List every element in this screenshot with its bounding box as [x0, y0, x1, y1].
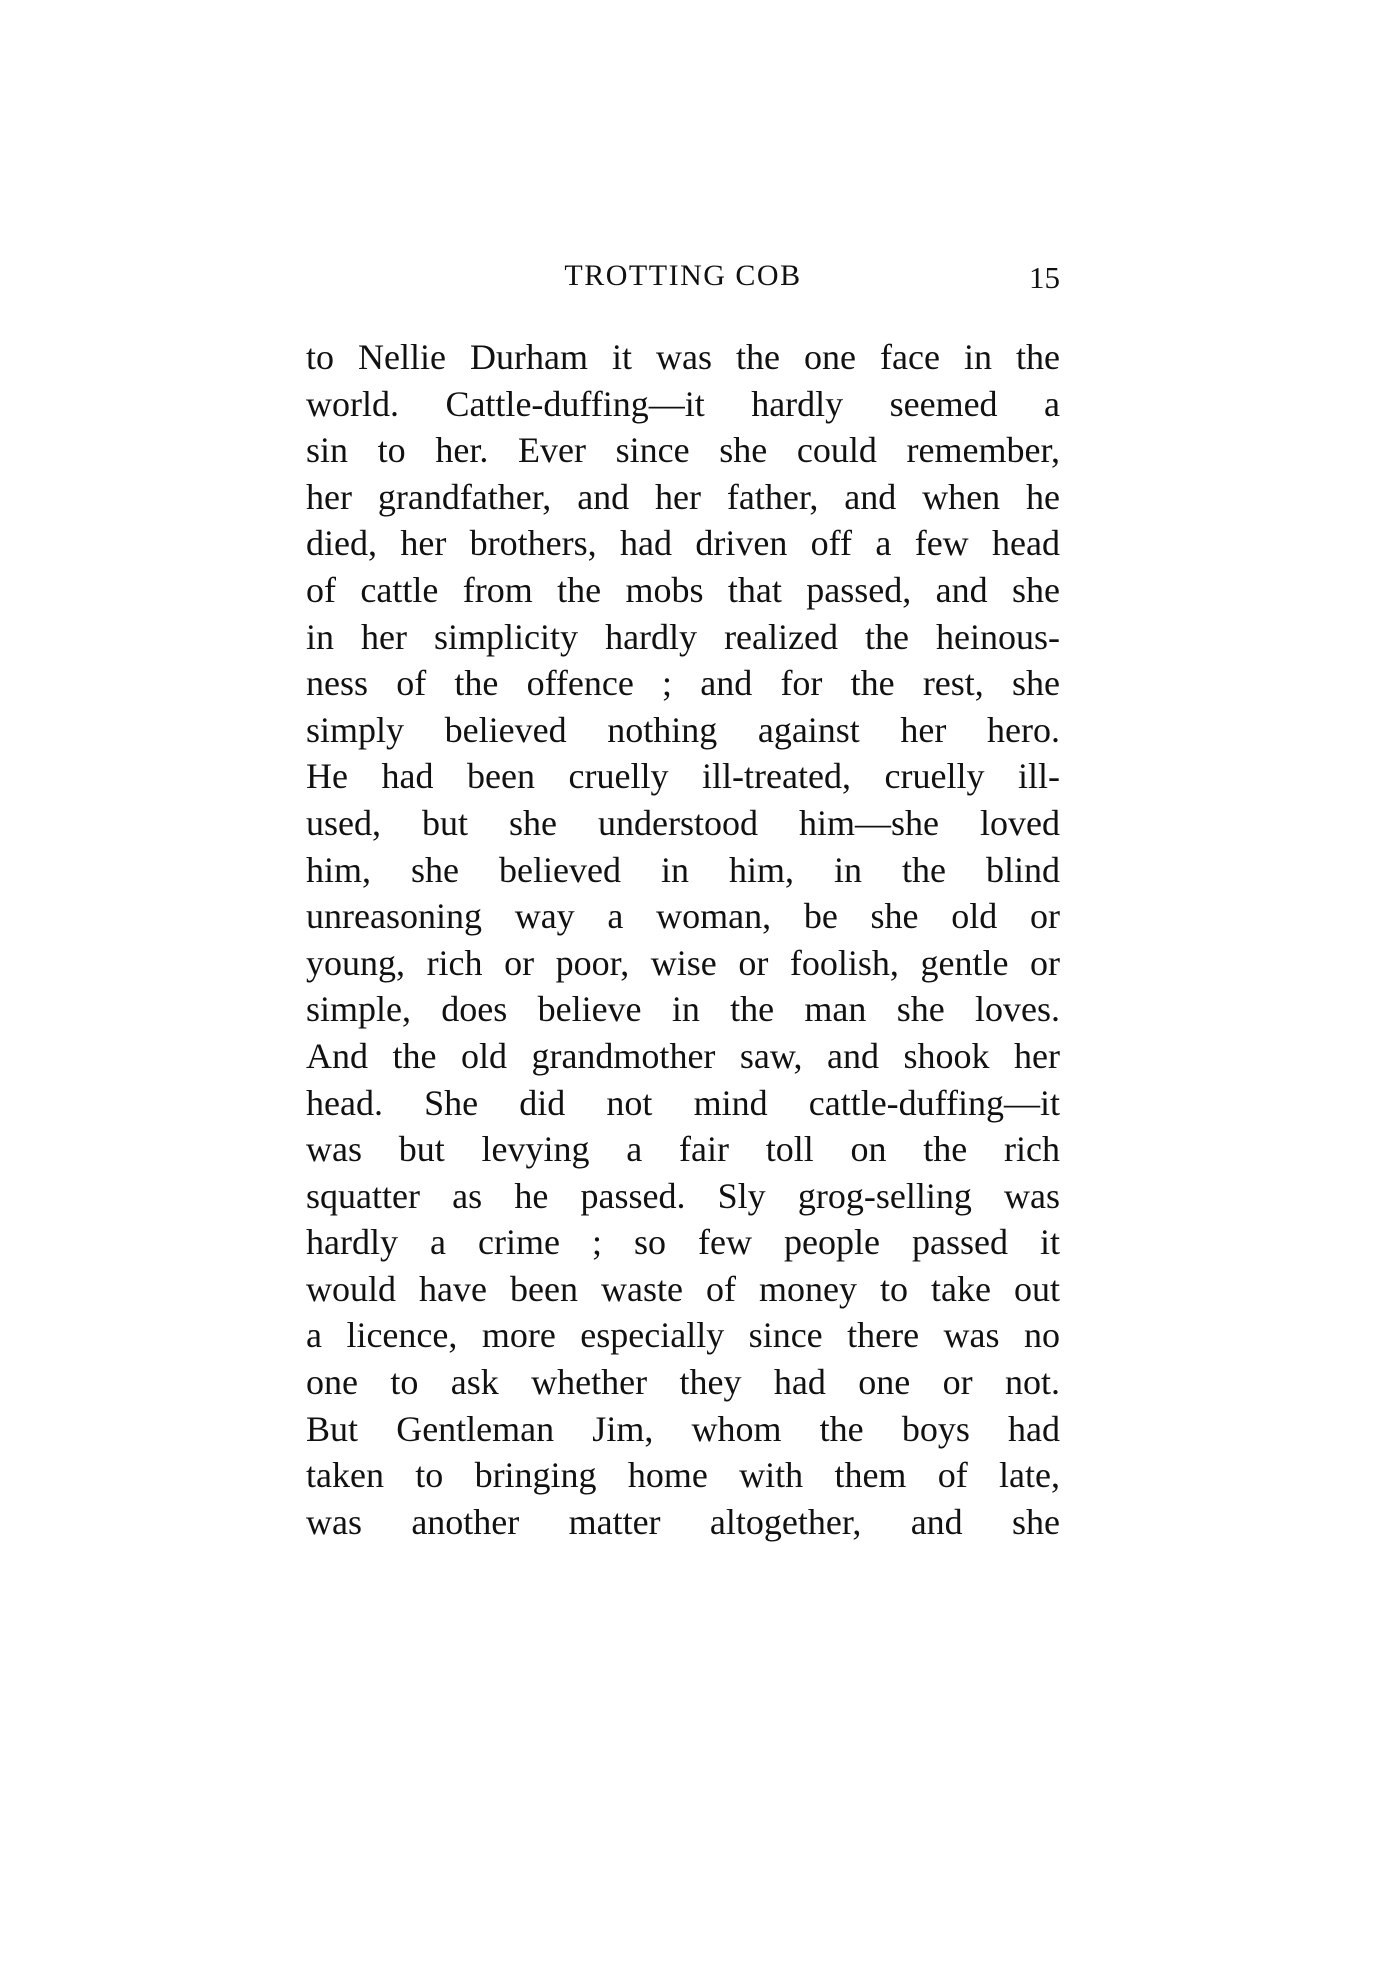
text-line: a licence, more especially since there was no — [306, 1315, 1060, 1356]
text-line: him, she believed in him, in the blind — [306, 849, 1060, 890]
text-line: of cattle from the mobs that passed, and she — [306, 569, 1060, 610]
text-line: He had been cruelly ill-treated, cruelly ill- — [306, 756, 1060, 797]
text-line: world. Cattle-duffing—it hardly seemed a — [306, 383, 1060, 424]
text-line: squatter as he passed. Sly grog-selling was — [306, 1175, 1060, 1216]
text-line: simply believed nothing against her hero. — [306, 709, 1060, 750]
text-line: in her simplicity hardly realized the heinous- — [306, 616, 1060, 657]
body-text — [306, 334, 1060, 1545]
text-line: would have been waste of money to take out — [306, 1268, 1060, 1309]
text-line: her grandfather, and her father, and when he — [306, 476, 1060, 517]
text-line: head. She did not mind cattle-duffing—it — [306, 1082, 1060, 1123]
text-line: was but levying a fair toll on the rich — [306, 1129, 1060, 1170]
text-line: was another matter altogether, and she — [306, 1501, 1060, 1542]
text-line: simple, does believe in the man she loves. — [306, 989, 1060, 1030]
text-line: to Nellie Durham it was the one face in the — [306, 337, 1060, 377]
text-line: taken to bringing home with them of late, — [306, 1455, 1060, 1496]
text-line: And the old grandmother saw, and shook her — [306, 1035, 1060, 1076]
text-line: young, rich or poor, wise or foolish, gentle or — [306, 942, 1060, 983]
page-number: 15 — [1029, 260, 1060, 295]
text-line: ness of the offence ; and for the rest, she — [306, 663, 1060, 704]
text-line: But Gentleman Jim, whom the boys had — [306, 1408, 1060, 1449]
text-line: unreasoning way a woman, be she old or — [306, 896, 1060, 937]
running-head — [306, 256, 1060, 296]
text-line: used, but she understood him—she loved — [306, 802, 1060, 843]
running-title: TROTTING COB — [564, 259, 802, 292]
text-line: hardly a crime ; so few people passed it — [306, 1222, 1060, 1263]
text-line: sin to her. Ever since she could remember, — [306, 430, 1060, 471]
text-line: one to ask whether they had one or not. — [306, 1362, 1060, 1403]
text-line: died, her brothers, had driven off a few head — [306, 523, 1060, 564]
